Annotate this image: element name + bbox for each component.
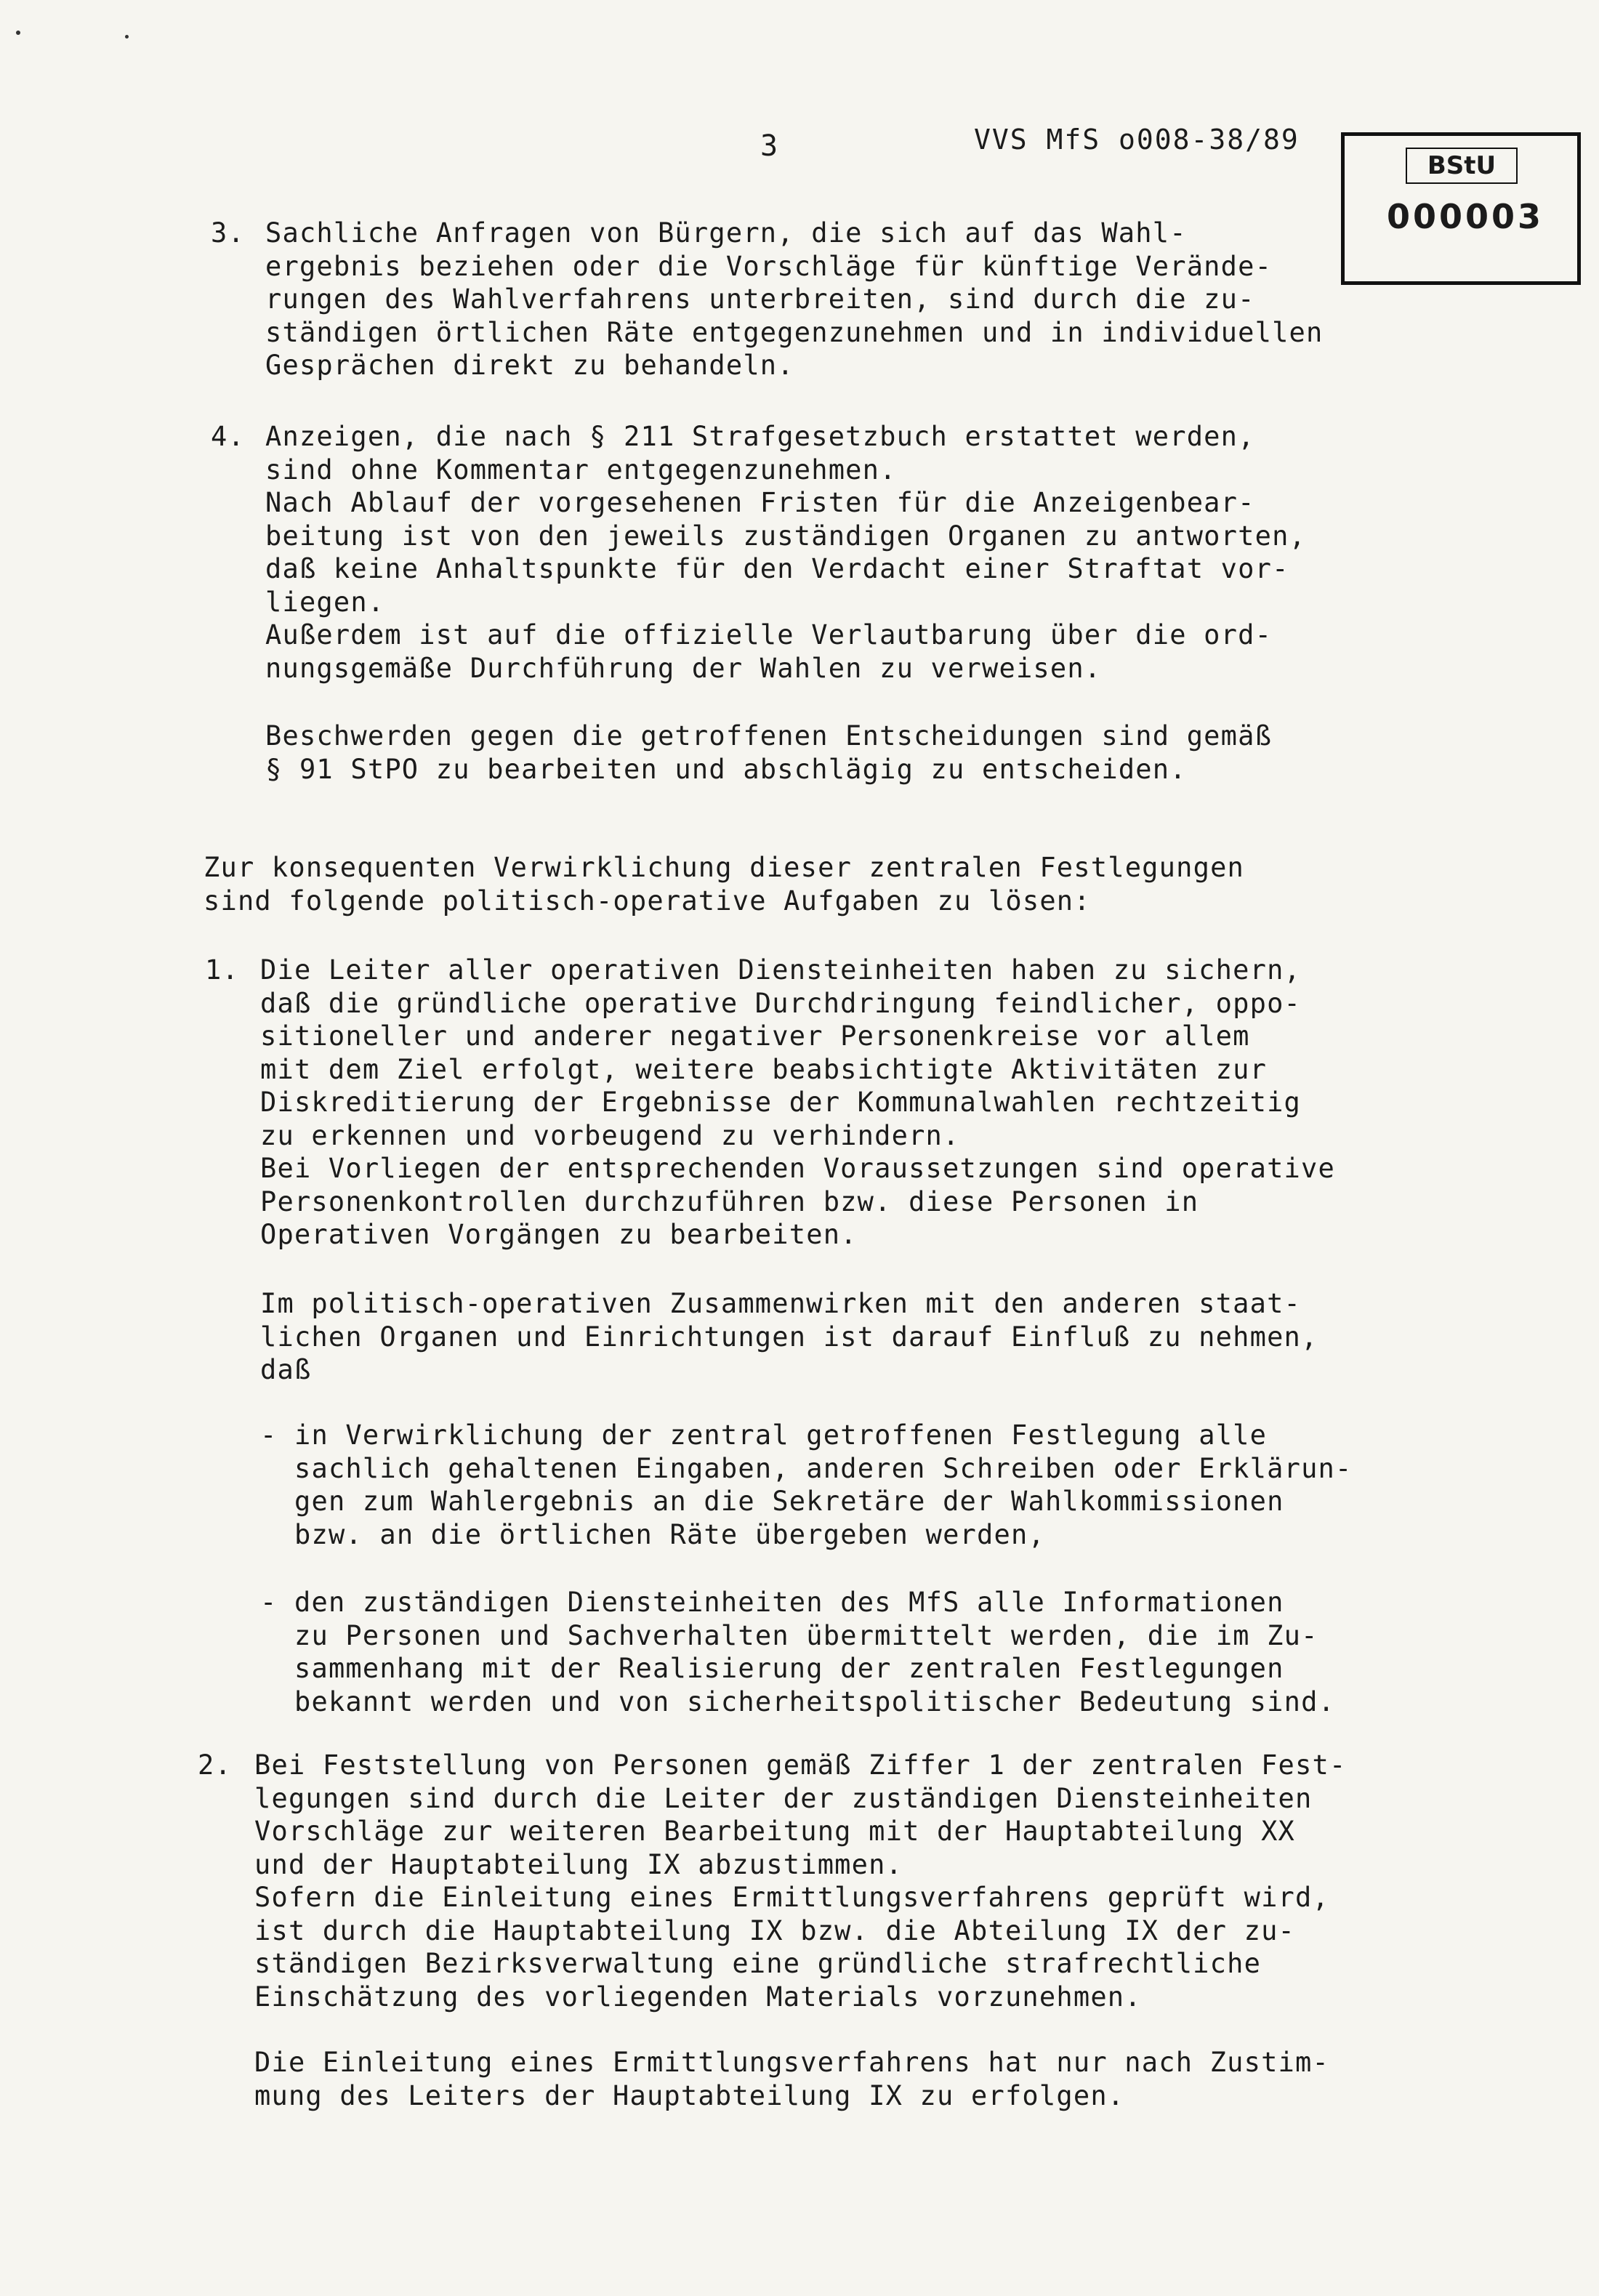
scan-speck bbox=[125, 35, 129, 39]
text-line: den zuständigen Diensteinheiten des MfS alle Informationen bbox=[294, 1587, 1284, 1618]
text-line: Im politisch-operativen Zusammenwirken mit den anderen staat- bbox=[260, 1288, 1302, 1319]
item-number: 3. bbox=[211, 217, 245, 249]
text-line: sammenhang mit der Realisierung der zentralen Festlegungen bbox=[294, 1653, 1284, 1684]
bullet-dash: - bbox=[260, 1587, 278, 1618]
text-line: daß bbox=[260, 1354, 312, 1385]
text-line: sind folgende politisch-operative Aufgaben zu lösen: bbox=[204, 885, 1091, 917]
text-line: zu erkennen und vorbeugend zu verhindern. bbox=[260, 1119, 960, 1151]
stamp-number: 000003 bbox=[1387, 197, 1544, 236]
text-line: gen zum Wahlergebnis an die Sekretäre der Wahlkommissionen bbox=[294, 1486, 1284, 1517]
text-line: Anzeigen, die nach § 211 Strafgesetzbuch erstattet werden, bbox=[265, 421, 1255, 452]
paragraph bbox=[260, 954, 1335, 1252]
paragraph bbox=[254, 2046, 1329, 2112]
scan-speck bbox=[16, 31, 20, 35]
paragraph bbox=[294, 1586, 1335, 1718]
text-line: sitioneller und anderer negativer Personenkreise vor allem bbox=[260, 1020, 1250, 1052]
paragraph bbox=[265, 217, 1324, 382]
page-number: 3 bbox=[760, 129, 778, 163]
text-line: Vorschläge zur weiteren Bearbeitung mit der Hauptabteilung XX bbox=[254, 1816, 1296, 1847]
text-line: Diskreditierung der Ergebnisse der Kommunalwahlen rechtzeitig bbox=[260, 1087, 1302, 1118]
stamp-org-label: BStU bbox=[1406, 148, 1518, 184]
paragraph bbox=[254, 1749, 1346, 2013]
text-line: Nach Ablauf der vorgesehenen Fristen für die Anzeigenbear- bbox=[265, 487, 1255, 518]
text-line: mit dem Ziel erfolgt, weitere beabsichtigte Aktivitäten zur bbox=[260, 1053, 1268, 1085]
archive-stamp bbox=[1341, 132, 1581, 285]
paragraph bbox=[260, 1287, 1318, 1387]
text-line: Die Leiter aller operativen Diensteinheiten haben zu sichern, bbox=[260, 954, 1302, 986]
text-line: liegen. bbox=[265, 586, 385, 618]
paragraph bbox=[204, 851, 1244, 917]
document-reference: VVS MfS o008-38/89 bbox=[974, 124, 1300, 156]
bullet-dash: - bbox=[260, 1419, 278, 1451]
text-line: bekannt werden und von sicherheitspolitischer Bedeutung sind. bbox=[294, 1685, 1336, 1717]
item-number: 4. bbox=[211, 421, 245, 452]
text-line: lichen Organen und Einrichtungen ist darauf Einfluß zu nehmen, bbox=[260, 1321, 1318, 1353]
text-line: zu Personen und Sachverhalten übermittelt werden, die im Zu- bbox=[294, 1619, 1318, 1651]
text-line: und der Hauptabteilung IX abzustimmen. bbox=[254, 1848, 903, 1880]
text-line: Bei Vorliegen der entsprechenden Voraussetzungen sind operative bbox=[260, 1153, 1335, 1184]
text-line: daß die gründliche operative Durchdringung feindlicher, oppo- bbox=[260, 987, 1302, 1019]
text-line: Außerdem ist auf die offizielle Verlautbarung über die ord- bbox=[265, 619, 1273, 650]
text-line: legungen sind durch die Leiter der zuständigen Diensteinheiten bbox=[254, 1782, 1313, 1814]
text-line: ist durch die Hauptabteilung IX bzw. die Abteilung IX der zu- bbox=[254, 1914, 1296, 1946]
item-number: 2. bbox=[198, 1749, 232, 1781]
text-line: daß keine Anhaltspunkte für den Verdacht einer Straftat vor- bbox=[265, 553, 1289, 584]
text-line: Operativen Vorgängen zu bearbeiten. bbox=[260, 1219, 858, 1250]
text-line: Gesprächen direkt zu behandeln. bbox=[265, 350, 794, 381]
text-line: rungen des Wahlverfahrens unterbreiten, sind durch die zu- bbox=[265, 283, 1255, 315]
text-line: sachlich gehaltenen Eingaben, anderen Schreiben oder Erklärun- bbox=[294, 1452, 1353, 1484]
text-line: in Verwirklichung der zentral getroffenen Festlegung alle bbox=[294, 1419, 1268, 1451]
item-number: 1. bbox=[205, 954, 239, 986]
paragraph bbox=[294, 1419, 1353, 1551]
text-line: ständigen örtlichen Räte entgegenzunehmen und in individuellen bbox=[265, 316, 1324, 348]
text-line: sind ohne Kommentar entgegenzunehmen. bbox=[265, 454, 897, 486]
text-line: Zur konsequenten Verwirklichung dieser zentralen Festlegungen bbox=[204, 852, 1245, 883]
text-line: Beschwerden gegen die getroffenen Entscheidungen sind gemäß bbox=[265, 720, 1273, 752]
text-line: ständigen Bezirksverwaltung eine gründliche strafrechtliche bbox=[254, 1948, 1262, 1979]
text-line: Die Einleitung eines Ermittlungsverfahrens hat nur nach Zustim- bbox=[254, 2047, 1329, 2078]
paragraph bbox=[265, 720, 1272, 786]
text-line: Sachliche Anfragen von Bürgern, die sich auf das Wahl- bbox=[265, 217, 1187, 249]
text-line: Personenkontrollen durchzuführen bzw. diese Personen in bbox=[260, 1185, 1199, 1217]
text-line: Einschätzung des vorliegenden Materials vorzunehmen. bbox=[254, 1981, 1142, 2013]
text-line: § 91 StPO zu bearbeiten und abschlägig zu entscheiden. bbox=[265, 753, 1187, 785]
text-line: nungsgemäße Durchführung der Wahlen zu verweisen. bbox=[265, 652, 1102, 684]
text-line: bzw. an die örtlichen Räte übergeben werden, bbox=[294, 1518, 1045, 1550]
text-line: Sofern die Einleitung eines Ermittlungsverfahrens geprüft wird, bbox=[254, 1882, 1329, 1913]
text-line: beitung ist von den jeweils zuständigen Organen zu antworten, bbox=[265, 520, 1307, 552]
text-line: ergebnis beziehen oder die Vorschläge für künftige Verände- bbox=[265, 250, 1273, 282]
text-line: mung des Leiters der Hauptabteilung IX zu erfolgen. bbox=[254, 2079, 1125, 2111]
paragraph bbox=[265, 420, 1306, 685]
text-line: Bei Feststellung von Personen gemäß Ziffer 1 der zentralen Fest- bbox=[254, 1749, 1347, 1781]
